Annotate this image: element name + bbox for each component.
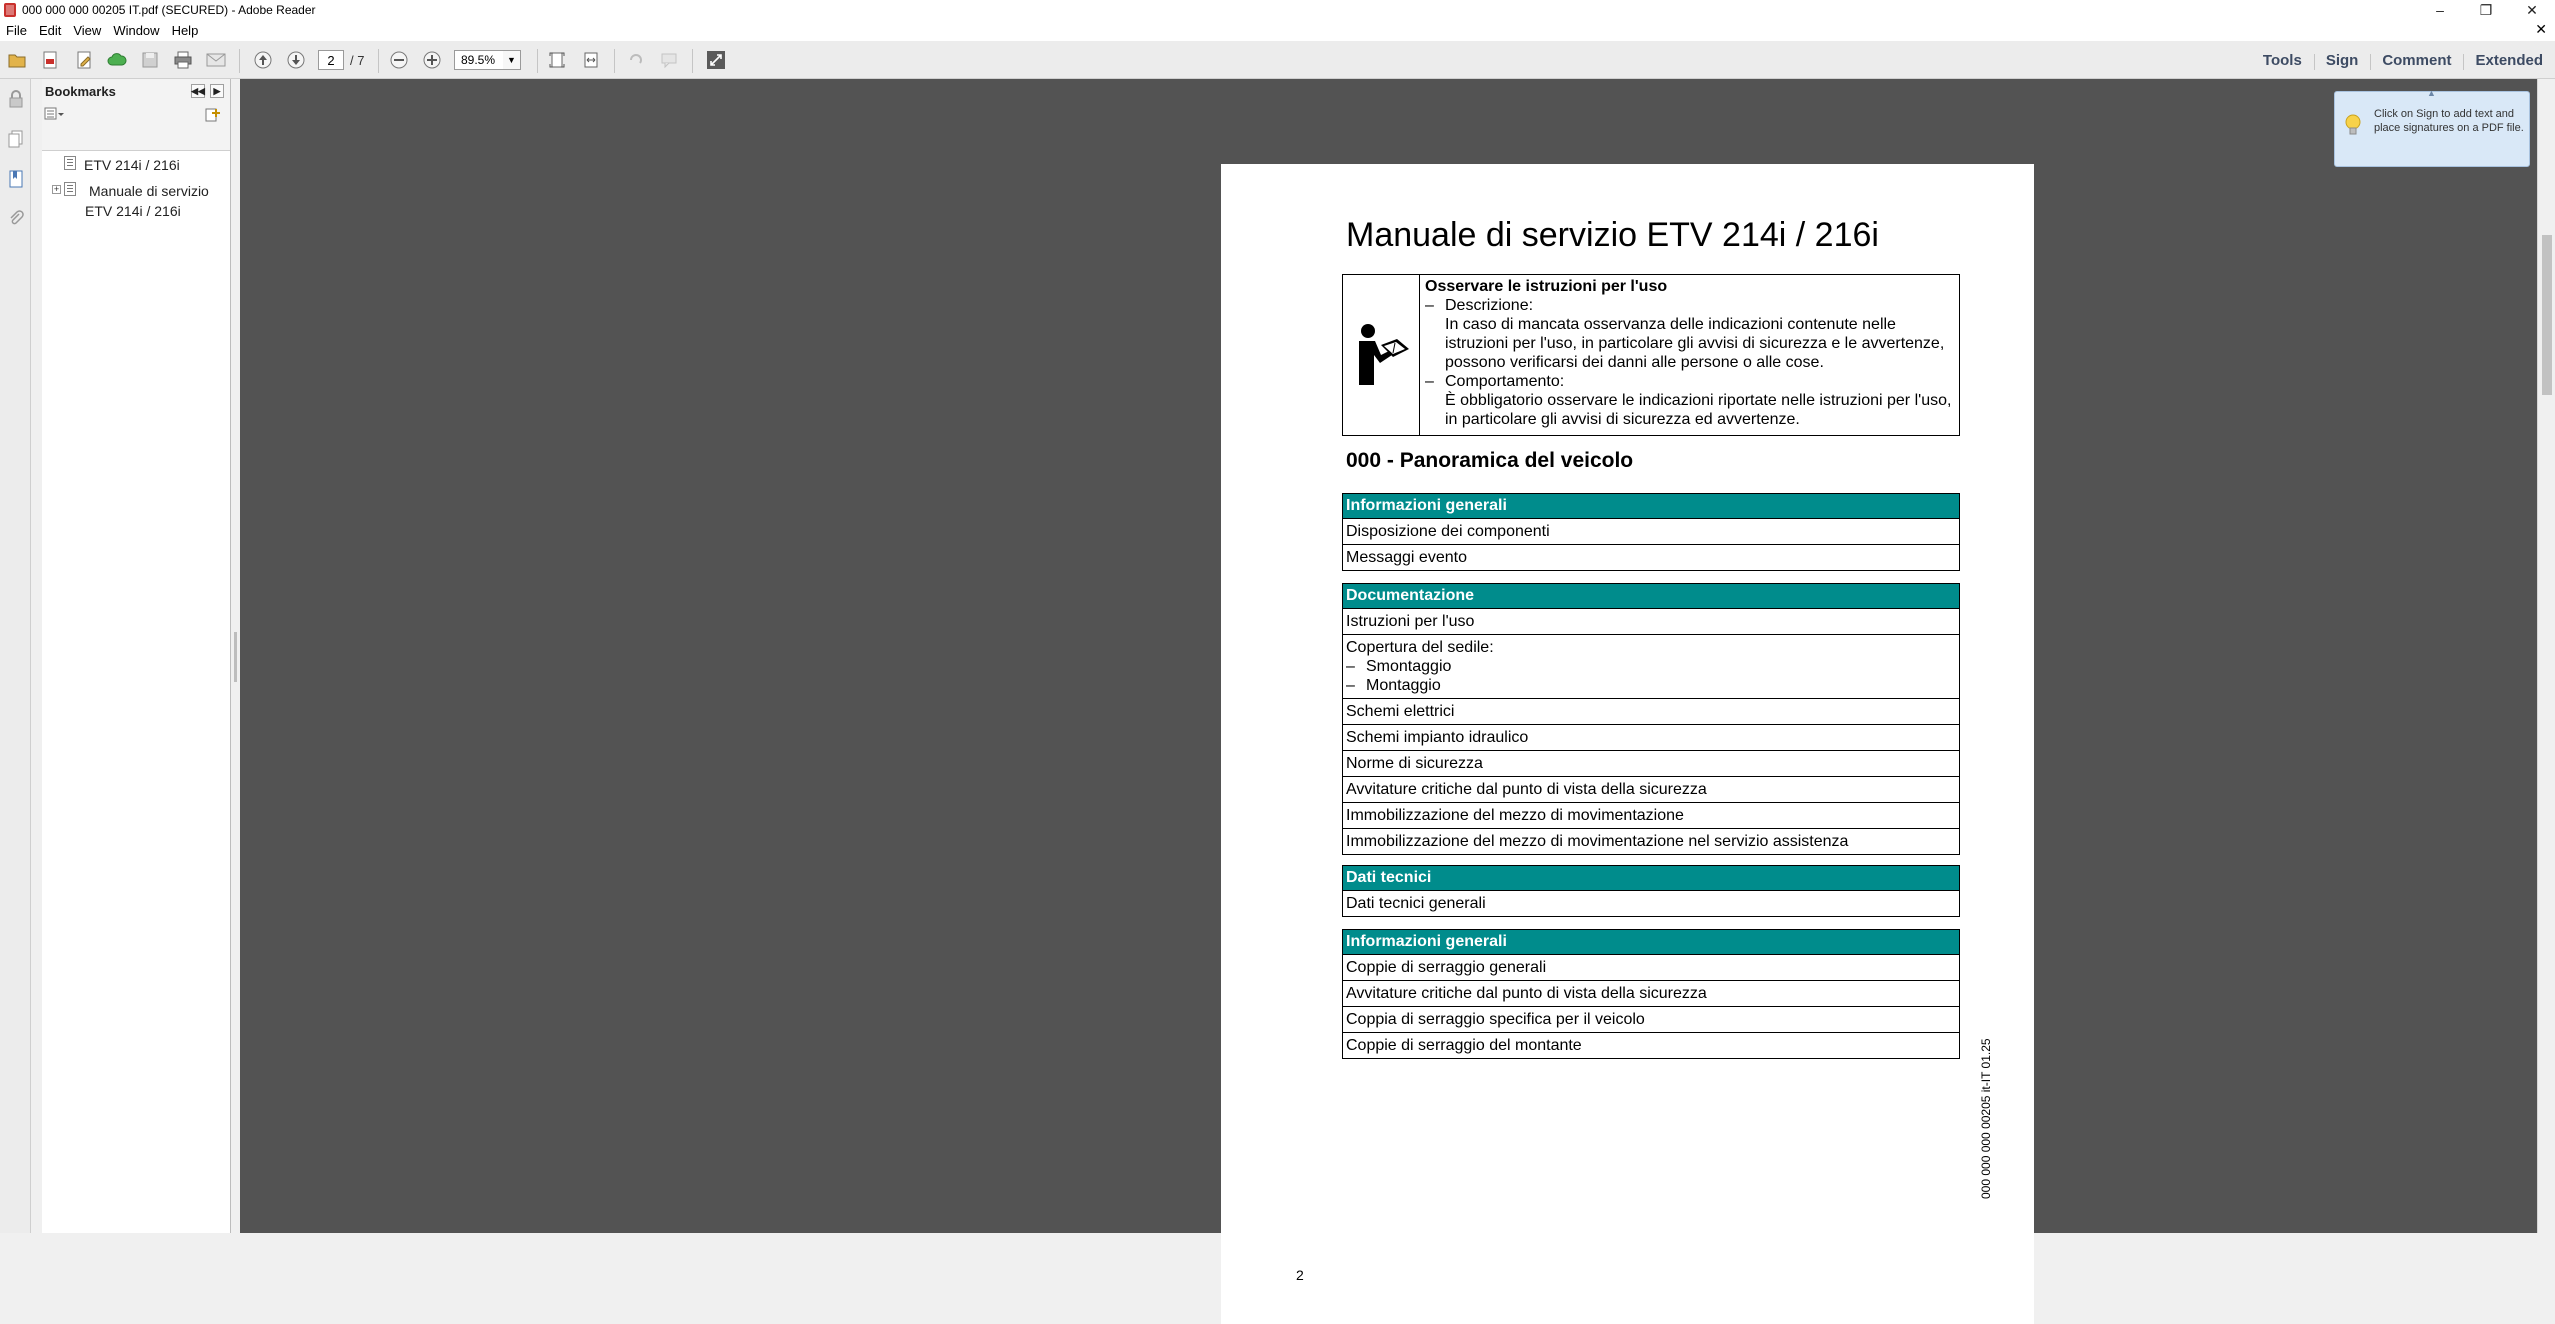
- email-icon[interactable]: [205, 49, 227, 71]
- row-main-text: Copertura del sedile:: [1346, 639, 1494, 656]
- note-item-label: Descrizione:: [1445, 297, 1534, 314]
- bookmarks-panel: [42, 79, 231, 1233]
- attachments-icon[interactable]: [6, 208, 26, 230]
- expand-bookmark-icon[interactable]: [204, 107, 222, 126]
- dash: –: [1425, 373, 1434, 390]
- toolbar-separator: [692, 49, 693, 73]
- toolbar: [0, 41, 2555, 79]
- sign-tooltip: [2334, 88, 2530, 167]
- toolbar-separator: [378, 49, 379, 73]
- table-row[interactable]: Norme di sicurezza: [1343, 750, 1959, 776]
- dash: –: [1425, 297, 1434, 314]
- table-header: Documentazione: [1343, 584, 1959, 608]
- table-row[interactable]: Disposizione dei componenti: [1343, 518, 1959, 544]
- window-title: 000 000 000 00205 IT.pdf (SECURED) - Adobe Reader: [22, 3, 316, 17]
- lightbulb-icon: [2345, 114, 2361, 138]
- rotate-left-icon[interactable]: [625, 49, 647, 71]
- table-header: Dati tecnici: [1343, 866, 1959, 890]
- bookmark-icon: [64, 182, 76, 196]
- panel-splitter[interactable]: [234, 632, 237, 682]
- scrollbar-thumb[interactable]: [2542, 235, 2552, 395]
- restore-button[interactable]: ❐: [2479, 1, 2493, 18]
- open-file-icon[interactable]: [6, 49, 28, 71]
- menu-window[interactable]: Window: [113, 23, 160, 38]
- page-thumbnails-icon[interactable]: [6, 128, 26, 150]
- note-item-text: In caso di mancata osservanza delle indicazioni contenute nelle istruzioni per l'uso, in particolare gli avvisi di sicurezza e le avvertenze, possono verificarsi dei danni alle persone o alle cose.: [1445, 316, 1945, 371]
- edit-pdf-icon[interactable]: [73, 49, 95, 71]
- menu-help[interactable]: Help: [171, 23, 199, 38]
- note-text: [1425, 277, 1955, 429]
- document-code: 000 000 000 00205 it-IT 01.25: [1979, 1038, 1993, 1199]
- menu-bar: [0, 20, 2555, 41]
- toolbar-separator: [239, 49, 240, 73]
- comment-link[interactable]: Comment: [2370, 52, 2463, 69]
- menu-edit[interactable]: Edit: [38, 23, 62, 38]
- navigation-pane-strip: [0, 79, 31, 1233]
- vertical-scrollbar[interactable]: [2537, 79, 2555, 1233]
- bookmark-label: ETV 214i / 216i: [85, 203, 181, 219]
- note-item-label: Comportamento:: [1445, 373, 1565, 390]
- dash: –: [1346, 677, 1355, 694]
- table-row[interactable]: Schemi impianto idraulico: [1343, 724, 1959, 750]
- fit-page-icon[interactable]: [546, 49, 568, 71]
- page-number-input[interactable]: 2: [318, 50, 344, 70]
- bookmark-label: Manuale di servizio: [89, 183, 209, 199]
- zoom-in-icon[interactable]: [421, 49, 443, 71]
- collapse-panel-icon[interactable]: ◀◀: [191, 84, 205, 98]
- zoom-out-icon[interactable]: [388, 49, 410, 71]
- close-window-button[interactable]: ✕: [2526, 1, 2538, 18]
- close-document-button[interactable]: ✕: [2535, 21, 2547, 37]
- title-bar: [0, 0, 2555, 20]
- bookmarks-header: [42, 79, 230, 103]
- tooltip-text: Click on Sign to add text and place signatures on a PDF file.: [2374, 108, 2524, 134]
- row-sub-text: Montaggio: [1366, 677, 1441, 694]
- table-header: Informazioni generali: [1343, 494, 1959, 518]
- dash: –: [1346, 658, 1355, 675]
- tools-link[interactable]: Tools: [2262, 51, 2302, 69]
- previous-page-icon[interactable]: [252, 49, 274, 71]
- note-heading: Osservare le istruzioni per l'uso: [1425, 278, 1668, 295]
- row-sub-text: Smontaggio: [1366, 658, 1452, 675]
- table-row[interactable]: Coppie di serraggio del montante: [1343, 1032, 1959, 1058]
- document-title: Manuale di servizio ETV 214i / 216i: [1346, 216, 1879, 254]
- bookmarks-title: Bookmarks: [45, 83, 116, 99]
- table-row[interactable]: Coppia di serraggio specifica per il veicolo: [1343, 1006, 1959, 1032]
- table-row[interactable]: Dati tecnici generali: [1343, 890, 1959, 916]
- cloud-upload-icon[interactable]: [106, 49, 128, 71]
- options-menu-icon[interactable]: [44, 107, 64, 124]
- table-row[interactable]: [1343, 634, 1959, 698]
- bookmarks-list: [42, 150, 230, 1233]
- section-heading: 000 - Panoramica del veicolo: [1346, 449, 1634, 472]
- expand-panel-icon[interactable]: ▶: [210, 84, 224, 98]
- minimize-button[interactable]: –: [2436, 2, 2444, 18]
- lock-icon[interactable]: [6, 88, 26, 110]
- expand-toggle-icon[interactable]: +: [53, 184, 60, 194]
- table-row[interactable]: Immobilizzazione del mezzo di movimentazione: [1343, 802, 1959, 828]
- toolbar-links: [2251, 41, 2555, 79]
- pdf-page: [1221, 164, 2034, 1324]
- pdf-file-icon: [4, 3, 16, 17]
- full-screen-icon[interactable]: [705, 49, 727, 71]
- extended-link[interactable]: Extended: [2463, 52, 2555, 69]
- table-row[interactable]: Schemi elettrici: [1343, 698, 1959, 724]
- zoom-input[interactable]: 89.5%: [454, 50, 504, 70]
- read-manual-icon: [1351, 321, 1411, 391]
- menu-file[interactable]: File: [6, 23, 27, 38]
- table-row[interactable]: Avvitature critiche dal punto di vista della sicurezza: [1343, 980, 1959, 1006]
- note-item-text: È obbligatorio osservare le indicazioni riportate nelle istruzioni per l'uso, in particolare gli avvisi di sicurezza ed avvertenze.: [1445, 392, 1952, 428]
- chevron-up-icon[interactable]: ▲: [2427, 88, 2436, 98]
- window-controls: [2417, 0, 2555, 20]
- sign-link[interactable]: Sign: [2314, 52, 2371, 69]
- menu-view[interactable]: View: [73, 23, 102, 38]
- next-page-icon[interactable]: [285, 49, 307, 71]
- table-header: Informazioni generali: [1343, 930, 1959, 954]
- toolbar-separator: [614, 49, 615, 73]
- table-row[interactable]: Messaggi evento: [1343, 544, 1959, 570]
- print-icon[interactable]: [172, 49, 194, 71]
- bookmark-label: ETV 214i / 216i: [84, 157, 180, 173]
- bookmark-icon: [64, 156, 76, 170]
- comment-bubble-icon[interactable]: [658, 49, 680, 71]
- table-row[interactable]: Istruzioni per l'uso: [1343, 608, 1959, 634]
- bookmarks-icon[interactable]: [6, 168, 26, 190]
- table-documentazione: [1342, 583, 1960, 855]
- table-informazioni-generali-2: [1342, 929, 1960, 1059]
- save-icon[interactable]: [139, 49, 161, 71]
- note-icon-cell: [1343, 275, 1420, 435]
- bookmark-item[interactable]: [42, 181, 228, 223]
- table-row[interactable]: Coppie di serraggio generali: [1343, 954, 1959, 980]
- table-dati-tecnici: [1342, 865, 1960, 917]
- instruction-note-box: [1342, 274, 1960, 436]
- zoom-dropdown-icon[interactable]: ▼: [503, 50, 521, 70]
- page-total: / 7: [350, 53, 365, 68]
- fit-width-icon[interactable]: [580, 49, 602, 71]
- create-pdf-icon[interactable]: [39, 49, 61, 71]
- table-row[interactable]: Immobilizzazione del mezzo di movimentazione nel servizio assistenza: [1343, 828, 1959, 854]
- table-informazioni-generali: [1342, 493, 1960, 571]
- table-row[interactable]: Avvitature critiche dal punto di vista della sicurezza: [1343, 776, 1959, 802]
- document-viewport: [240, 79, 2537, 1283]
- page-number: 2: [1296, 1267, 1304, 1283]
- bookmarks-toolbar: [42, 103, 230, 127]
- toolbar-separator: [537, 49, 538, 73]
